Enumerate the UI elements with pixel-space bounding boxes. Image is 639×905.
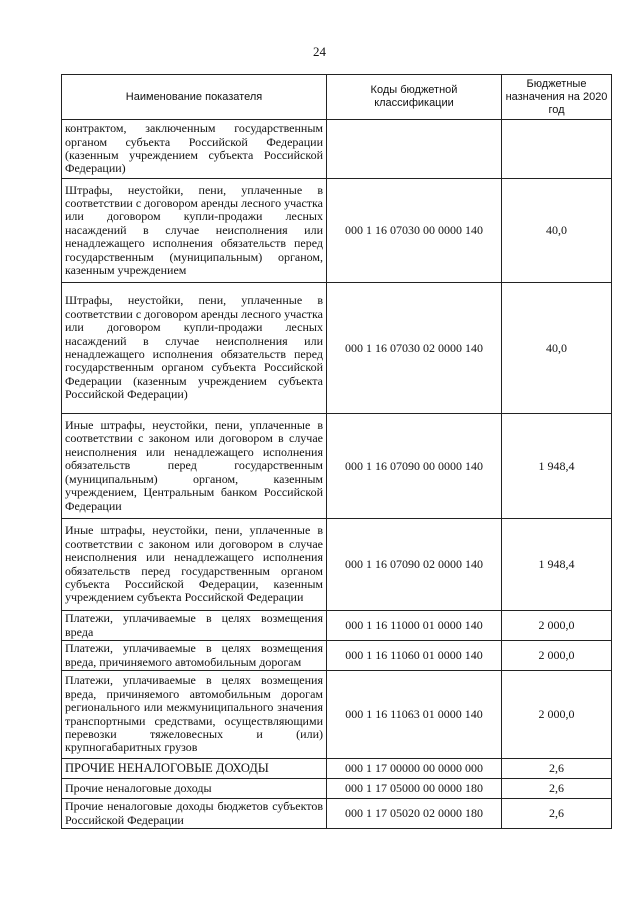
row-code: 000 1 17 05000 00 0000 180 [327,779,502,799]
table-row [62,671,612,759]
row-value: 1 948,4 [502,414,612,519]
row-code: 000 1 16 07090 00 0000 140 [327,414,502,519]
row-code: 000 1 16 07030 00 0000 140 [327,179,502,283]
row-value: 1 948,4 [502,519,612,611]
header-value: Бюджетные назначения на 2020 год [502,75,612,120]
row-name: Платежи, уплачиваемые в целях возмещения вреда, причиняемого автомобильным дорогам [62,641,327,671]
table-row [62,611,612,641]
row-name: контрактом, заключенным государственным органом субъекта Российской Федерации (казенным учреждением субъекта Российской Федерации) [62,120,327,179]
row-name: Прочие неналоговые доходы бюджетов субъектов Российской Федерации [62,799,327,829]
table-row [62,519,612,611]
row-value: 2,6 [502,779,612,799]
row-code: 000 1 16 07090 02 0000 140 [327,519,502,611]
row-value: 40,0 [502,179,612,283]
table-header-row [62,75,612,120]
table-row [62,120,612,179]
row-value: 2 000,0 [502,611,612,641]
row-name: Штрафы, неустойки, пени, уплаченные в соответствии с договором аренды лесного участка или договором купли-продажи лесных насаждений в случае неисполнения или ненадлежащего исполнения обязательств перед государственным (муниципальным) органом, казенным учреждением [62,179,327,283]
row-name: ПРОЧИЕ НЕНАЛОГОВЫЕ ДОХОДЫ [62,759,327,779]
row-code: 000 1 16 11063 01 0000 140 [327,671,502,759]
row-code: 000 1 17 05020 02 0000 180 [327,799,502,829]
row-name: Платежи, уплачиваемые в целях возмещения вреда, причиняемого автомобильным дорогам регионального или межмуниципального значения транспортными средствами, осуществляющими перевозки тяжеловесных и (или) крупногабаритных грузов [62,671,327,759]
header-code: Коды бюджетной классификации [327,75,502,120]
row-name: Прочие неналоговые доходы [62,779,327,799]
row-code: 000 1 17 00000 00 0000 000 [327,759,502,779]
header-name: Наименование показателя [62,75,327,120]
row-code: 000 1 16 11000 01 0000 140 [327,611,502,641]
row-value: 40,0 [502,283,612,414]
row-name: Иные штрафы, неустойки, пени, уплаченные в соответствии с законом или договором в случае неисполнения или ненадлежащего исполнения обязательств перед государственным (муниципальным) органом, казенным учреждением, Центральным банком Российской Федерации [62,414,327,519]
row-name: Штрафы, неустойки, пени, уплаченные в соответствии с договором аренды лесного участка или договором купли-продажи лесных насаждений в случае неисполнения или ненадлежащего исполнения обязательств перед государственным органом субъекта Российской Федерации (казенным учреждением субъекта Российской Федерации) [62,283,327,414]
row-value: 2,6 [502,799,612,829]
table-row [62,641,612,671]
table-row [62,414,612,519]
budget-table [61,74,612,829]
table-row [62,779,612,799]
page-number: 24 [313,44,326,59]
table-row [62,179,612,283]
table-row [62,283,612,414]
row-name: Платежи, уплачиваемые в целях возмещения вреда [62,611,327,641]
row-value: 2,6 [502,759,612,779]
row-value [502,120,612,179]
row-code [327,120,502,179]
row-code: 000 1 16 11060 01 0000 140 [327,641,502,671]
table-row [62,759,612,779]
row-name: Иные штрафы, неустойки, пени, уплаченные в соответствии с законом или договором в случае неисполнения или ненадлежащего исполнения обязательств перед государственным органом субъекта Российской Федерации, казенным учреждением субъекта Российской Федерации [62,519,327,611]
table-row [62,799,612,829]
row-value: 2 000,0 [502,641,612,671]
row-code: 000 1 16 07030 02 0000 140 [327,283,502,414]
row-value: 2 000,0 [502,671,612,759]
